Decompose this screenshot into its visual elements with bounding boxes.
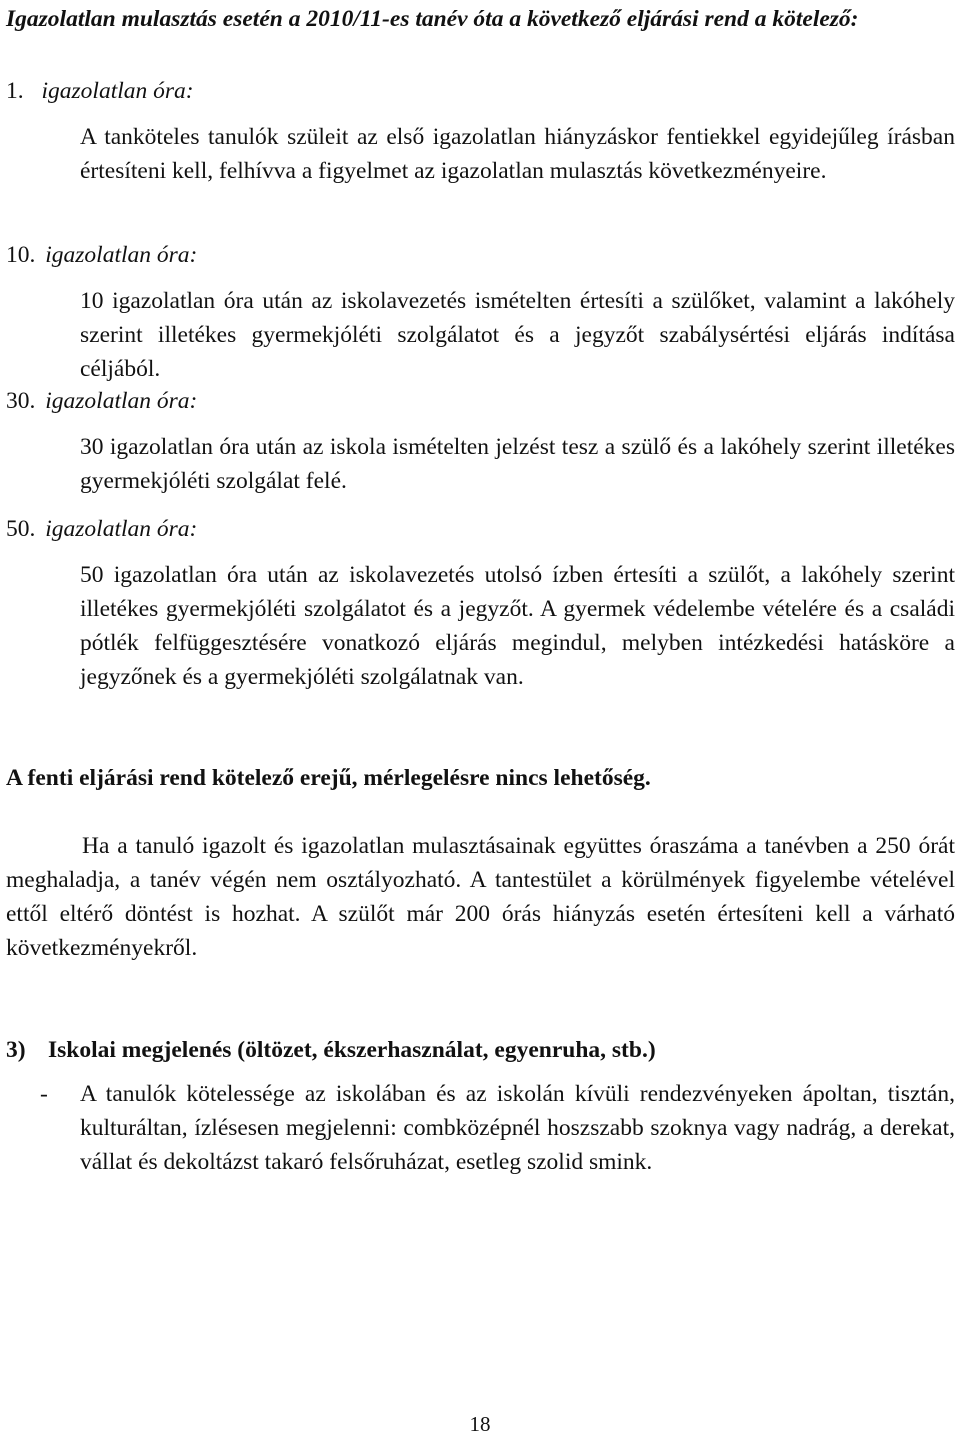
list-item-text: A tanulók kötelessége az iskolában és az iskolán kívüli rendezvényeken ápoltan, tisztán, kulturáltan, ízlésesen megjelenni: combközépnél hoszszabb szoknya vagy nadrág, a derekat, vállat és dekoltázst takaró felsőruházat, esetleg szolid smink. — [80, 1081, 955, 1175]
section-heading — [6, 1033, 951, 1067]
rule-number-1: 1. — [6, 78, 24, 104]
rule-text-10: 10 igazolatlan óra után az iskolavezetés ismételten értesíti a szülőket, valamint a lakóhely szerint illetékes gyermekjóléti szolgálatot és a jegyzőt szabálysértési eljárás indítása céljából. — [80, 288, 955, 382]
rule-text-30: 30 igazolatlan óra után az iskola ismételten jelzést tesz a szülő és a lakóhely szerint illetékes gyermekjóléti szolgálat felé. — [80, 434, 955, 494]
page-number: 18 — [469, 1412, 491, 1436]
absence-paragraph: Ha a tanuló igazolt és igazolatlan mulasztásainak együttes óraszáma a tanévben a 250 órát meghaladja, a tanév végén nem osztályozható. A tantestület a körülmények figyelembe vételével ettől eltérő döntést is hozhat. A szülőt már 200 órás hiányzás esetén értesíteni kell a várható következményekről. — [6, 833, 955, 961]
rule-heading-1 — [6, 74, 194, 108]
rule-heading-50 — [6, 512, 197, 546]
section-number: 3) — [6, 1037, 26, 1063]
rule-heading-label-30: igazolatlan óra: — [45, 388, 198, 414]
rule-heading-label-50: igazolatlan óra: — [45, 516, 198, 542]
rule-text-50: 50 igazolatlan óra után az iskolavezetés utolsó ízben értesíti a szülőt, a lakóhely szerint illetékes gyermekjóléti szolgálatot és a jegyzőt. A gyermek védelembe vételére és a családi pótlék felfüggesztésére vonatkozó eljárás megindul, melyben intézkedési hatásköre a jegyzőnek és a gyermekjóléti szolgálatnak van. — [80, 562, 955, 690]
rule-number-30: 30. — [6, 388, 36, 414]
rule-heading-label-1: igazolatlan óra: — [41, 78, 194, 104]
bold-statement: A fenti eljárási rend kötelező erejű, mérlegelésre nincs lehetőség. — [6, 765, 651, 791]
intro-title: Igazolatlan mulasztás esetén a 2010/11-es tanév óta a következő eljárási rend a kötelező: — [6, 6, 859, 32]
rule-heading-30 — [6, 384, 197, 418]
rule-number-10: 10. — [6, 242, 36, 268]
rule-heading-label-10: igazolatlan óra: — [45, 242, 198, 268]
rule-heading-10 — [6, 238, 197, 272]
section-title: Iskolai megjelenés (öltözet, ékszerhasználat, egyenruha, stb.) — [48, 1037, 656, 1063]
rule-text-1: A tanköteles tanulók szüleit az első igazolatlan hiányzáskor fentiekkel egyidejűleg írásban értesíteni kell, felhívva a figyelmet az igazolatlan mulasztás következményeire. — [80, 124, 955, 184]
list-item-marker: - — [40, 1081, 48, 1107]
rule-number-50: 50. — [6, 516, 36, 542]
